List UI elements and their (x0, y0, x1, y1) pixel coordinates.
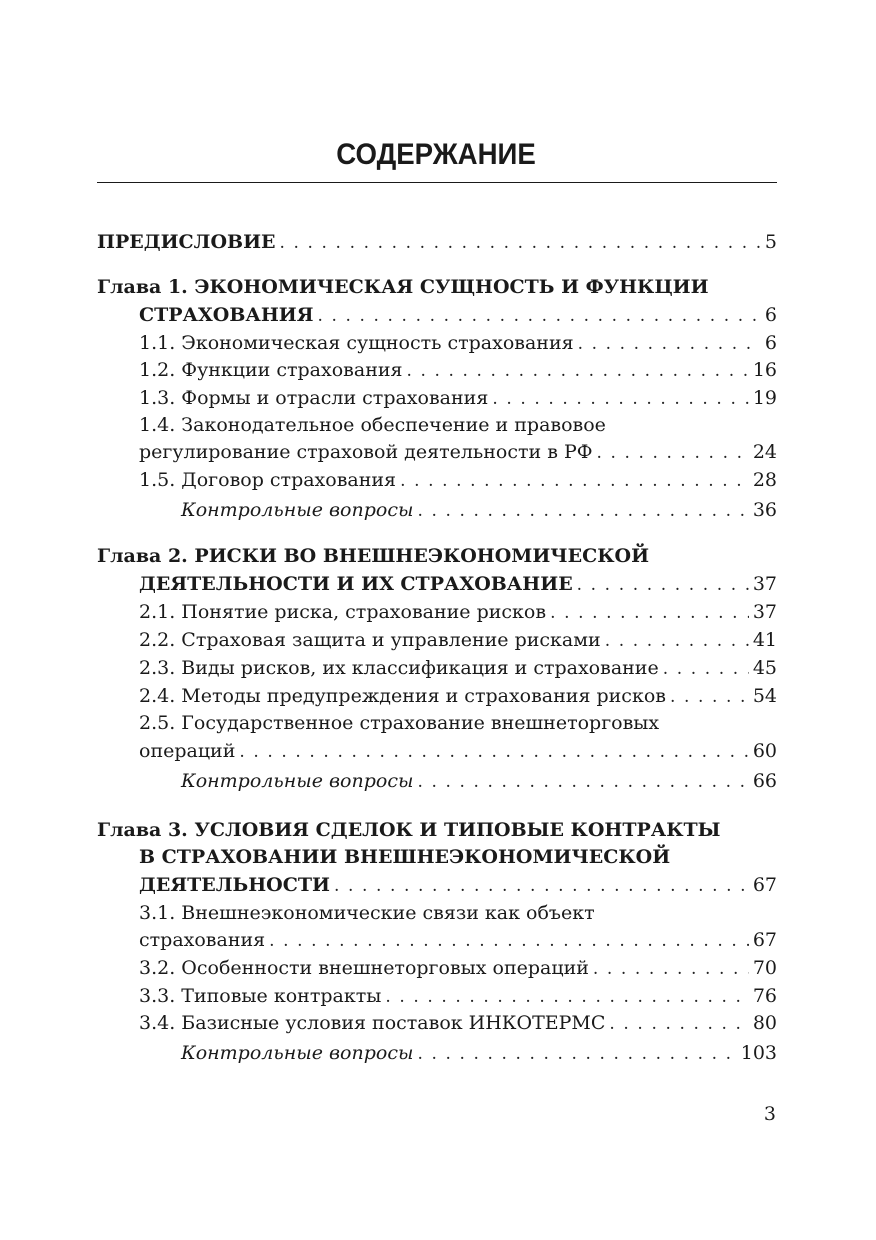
toc-section-1-2[interactable] (139, 356, 777, 384)
toc-page-number: 60 (752, 740, 777, 762)
toc-entry-text: 2.3. Виды рисков, их классификация и страхование (139, 657, 659, 679)
toc-entry-text: 2.2. Страховая защита и управление рисками (139, 629, 601, 651)
toc-leader (280, 229, 761, 257)
toc-page-number: 5 (764, 231, 777, 253)
toc-section-2-5-line1[interactable]: 2.5. Государственное страхование внешнеторговых (139, 712, 660, 734)
toc-leader (334, 872, 749, 900)
toc-leader (550, 599, 749, 627)
toc-entry-text: 2.1. Понятие риска, страхование рисков (139, 601, 547, 623)
toc-section-1-4-line1[interactable]: 1.4. Законодательное обеспечение и правовое (139, 414, 606, 436)
toc-section-3-1-line1[interactable]: 3.1. Внешнеэкономические связи как объект (139, 902, 595, 924)
toc-page-number: 36 (752, 499, 777, 521)
toc-section-3-1[interactable] (139, 926, 777, 954)
toc-entry-text: 1.2. Функции страхования (139, 359, 403, 381)
toc-entry-text: ПРЕДИСЛОВИЕ (97, 231, 276, 253)
toc-entry-text: 2.4. Методы предупреждения и страхования рисков (139, 685, 666, 707)
toc-leader (239, 738, 748, 766)
toc-entry-text: страхования (139, 929, 266, 951)
toc-entry-text: операций (139, 740, 236, 762)
toc-page-number: 54 (752, 685, 777, 707)
toc-chapter-1-heading[interactable]: Глава 1. ЭКОНОМИЧЕСКАЯ СУЩНОСТЬ И ФУНКЦИИ (97, 276, 709, 298)
toc-questions-3[interactable] (181, 1039, 777, 1067)
toc-page-number: 37 (752, 601, 777, 623)
toc-leader (417, 497, 748, 525)
toc-page-number: 16 (752, 359, 777, 381)
toc-page-number: 67 (752, 874, 777, 896)
toc-page-number: 76 (752, 985, 777, 1007)
toc-page-number: 24 (752, 441, 777, 463)
toc-leader (670, 683, 749, 711)
toc-page-number: 6 (764, 332, 777, 354)
toc-page-number: 80 (752, 1012, 777, 1034)
toc-leader (407, 357, 749, 385)
toc-leader (492, 385, 749, 413)
toc-entry-text: Контрольные вопросы (181, 499, 414, 521)
toc-chapter-3-heading-line2[interactable]: В СТРАХОВАНИИ ВНЕШНЕЭКОНОМИЧЕСКОЙ (139, 846, 671, 868)
toc-section-2-4[interactable] (139, 682, 777, 710)
toc-entry-text: ДЕЯТЕЛЬНОСТИ (139, 874, 330, 896)
toc-section-1-1[interactable] (139, 329, 777, 357)
toc-section-3-3[interactable] (139, 982, 777, 1010)
toc-leader (417, 1040, 736, 1068)
toc-leader (609, 1010, 748, 1038)
toc-leader (417, 768, 748, 796)
toc-section-2-3[interactable] (139, 654, 777, 682)
toc-entry-text: Контрольные вопросы (181, 1042, 414, 1064)
toc-leader (597, 439, 749, 467)
toc-section-3-2[interactable] (139, 954, 777, 982)
toc-entry-text: 3.2. Особенности внешнеторговых операций (139, 957, 589, 979)
toc-chapter-2-entry[interactable] (139, 570, 777, 598)
toc-leader (578, 330, 761, 358)
toc-page-number: 66 (752, 770, 777, 792)
toc-entry-text: СТРАХОВАНИЯ (139, 304, 314, 326)
toc-leader (577, 571, 749, 599)
toc-page-number: 45 (752, 657, 777, 679)
toc-questions-1[interactable] (181, 496, 777, 524)
toc-page-number: 28 (752, 469, 777, 491)
toc-entry-text: 1.1. Экономическая сущность страхования (139, 332, 574, 354)
toc-entry-text: Контрольные вопросы (181, 770, 414, 792)
toc-questions-2[interactable] (181, 767, 777, 795)
toc-page-number: 41 (752, 629, 777, 651)
toc-entry-text: регулирование страховой деятельности в РФ (139, 441, 593, 463)
toc-entry-text: ДЕЯТЕЛЬНОСТИ И ИХ СТРАХОВАНИЕ (139, 573, 573, 595)
toc-leader (385, 983, 748, 1011)
toc-section-1-5[interactable] (139, 466, 777, 494)
toc-entry-text: 1.3. Формы и отрасли страхования (139, 387, 489, 409)
toc-chapter-3-entry[interactable] (139, 871, 777, 899)
toc-chapter-1-entry[interactable] (139, 301, 777, 329)
toc-entry-text: 3.3. Типовые контракты (139, 985, 382, 1007)
toc-page-number: 19 (752, 387, 777, 409)
toc-entry-text: 3.4. Базисные условия поставок ИНКОТЕРМС (139, 1012, 606, 1034)
page-number: 3 (763, 1103, 776, 1125)
toc-section-3-4[interactable] (139, 1009, 777, 1037)
toc-page-number: 70 (752, 957, 777, 979)
toc-leader (663, 655, 749, 683)
toc-page-number: 6 (764, 304, 777, 326)
toc-section-1-3[interactable] (139, 384, 777, 412)
title-rule (97, 182, 777, 183)
toc-section-1-4[interactable] (139, 438, 777, 466)
toc-leader (318, 302, 761, 330)
toc-leader (605, 627, 749, 655)
toc-entry-preface[interactable] (97, 228, 777, 256)
toc-page-number: 67 (752, 929, 777, 951)
toc-entry-text: 1.5. Договор страхования (139, 469, 397, 491)
toc-section-2-2[interactable] (139, 626, 777, 654)
toc-chapter-2-heading[interactable]: Глава 2. РИСКИ ВО ВНЕШНЕЭКОНОМИЧЕСКОЙ (97, 545, 650, 567)
toc-page-number: 103 (740, 1042, 777, 1064)
toc-section-2-5[interactable] (139, 737, 777, 765)
page-title: СОДЕРЖАНИЕ (336, 138, 536, 171)
toc-chapter-3-heading[interactable]: Глава 3. УСЛОВИЯ СДЕЛОК И ТИПОВЫЕ КОНТРАКТЫ (97, 819, 721, 841)
toc-page-number: 37 (752, 573, 777, 595)
toc-leader (593, 955, 749, 983)
toc-leader (269, 927, 749, 955)
toc-section-2-1[interactable] (139, 598, 777, 626)
toc-leader (400, 467, 749, 495)
